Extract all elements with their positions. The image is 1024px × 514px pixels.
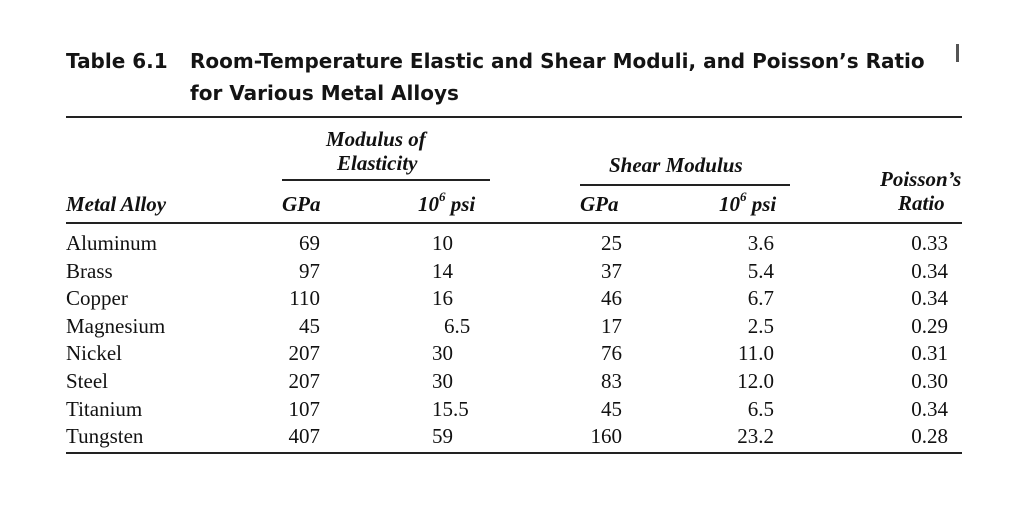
psi-base: 10 (418, 192, 439, 216)
cell-shear-psi: 11.0 (738, 341, 774, 366)
psi-base: 10 (719, 192, 740, 216)
table-title-line-2: for Various Metal Alloys (190, 81, 459, 105)
cell-elasticity-gpa: 45 (299, 313, 320, 338)
header-shear-modulus: Shear Modulus (609, 153, 743, 177)
cell-elasticity-psi: 15.5 (432, 396, 469, 421)
cell-poisson-ratio: 0.34 (911, 396, 948, 421)
psi-exponent: 6 (740, 189, 747, 204)
header-modulus-elasticity-line-1: Modulus of (326, 127, 426, 151)
cell-elasticity-psi: 59 (432, 424, 453, 449)
cell-metal-alloy: Brass (66, 258, 113, 283)
cell-elasticity-gpa: 97 (299, 258, 320, 283)
header-shear-psi (719, 189, 777, 216)
cell-poisson-ratio: 0.34 (911, 258, 948, 283)
cell-shear-psi: 3.6 (747, 231, 774, 255)
cell-elasticity-gpa: 407 (288, 424, 320, 449)
cell-poisson-ratio: 0.29 (911, 313, 948, 338)
cell-poisson-ratio: 0.34 (911, 286, 948, 311)
cell-shear-psi: 6.5 (747, 396, 774, 421)
cell-elasticity-gpa: 110 (289, 286, 320, 311)
cell-shear-gpa: 160 (590, 424, 622, 449)
header-metal-alloy: Metal Alloy (66, 192, 167, 216)
cell-elasticity-gpa: 207 (288, 341, 320, 366)
header-poisson-line-1: Poisson’s (880, 167, 962, 191)
table-bottom-rule (66, 452, 962, 454)
cell-metal-alloy: Tungsten (66, 424, 144, 449)
cell-poisson-ratio: 0.28 (911, 424, 948, 449)
cell-shear-gpa: 37 (601, 258, 622, 283)
cell-elasticity-gpa: 69 (299, 231, 320, 255)
cell-elasticity-psi: 30 (432, 369, 453, 393)
header-shear-underline (580, 184, 790, 186)
cell-elasticity-gpa: 207 (288, 369, 320, 393)
cell-shear-psi: 6.7 (747, 286, 774, 311)
cell-elasticity-psi: 6.5 (444, 313, 471, 338)
table-header-rule (66, 222, 962, 224)
table-number: Table 6.1 (66, 49, 168, 73)
cell-poisson-ratio: 0.30 (911, 369, 948, 393)
edge-mark (956, 44, 959, 62)
header-elasticity-gpa: GPa (282, 192, 321, 216)
cell-shear-psi: 12.0 (737, 369, 774, 393)
psi-exponent: 6 (439, 189, 446, 204)
header-elasticity-psi (418, 189, 476, 216)
cell-shear-gpa: 76 (601, 341, 622, 366)
cell-metal-alloy: Magnesium (66, 313, 166, 338)
header-modulus-elasticity-line-2: Elasticity (337, 151, 418, 175)
cell-elasticity-psi: 10 (432, 231, 453, 255)
cell-shear-gpa: 83 (601, 369, 622, 393)
cell-metal-alloy: Steel (66, 369, 108, 393)
cell-metal-alloy: Titanium (66, 396, 143, 421)
cell-metal-alloy: Aluminum (66, 231, 158, 255)
cell-shear-gpa: 46 (601, 286, 622, 311)
cell-poisson-ratio: 0.31 (911, 341, 948, 366)
cell-elasticity-psi: 30 (432, 341, 453, 366)
cell-poisson-ratio: 0.33 (911, 231, 948, 255)
cell-shear-gpa: 17 (601, 313, 622, 338)
table-top-rule (66, 116, 962, 118)
table-title-line-1: Room-Temperature Elastic and Shear Moduli, and Poisson’s Ratio (190, 49, 925, 73)
psi-unit: psi (445, 192, 476, 216)
header-poisson-line-2: Ratio (898, 191, 945, 215)
cell-elasticity-psi: 16 (432, 286, 453, 311)
cell-shear-psi: 2.5 (747, 313, 774, 338)
cell-shear-psi: 23.2 (737, 424, 774, 449)
psi-unit: psi (746, 192, 777, 216)
cell-metal-alloy: Nickel (66, 341, 122, 366)
cell-shear-gpa: 45 (601, 396, 622, 421)
header-elasticity-underline (282, 179, 490, 181)
cell-elasticity-gpa: 107 (288, 396, 320, 421)
cell-shear-psi: 5.4 (747, 258, 774, 283)
cell-metal-alloy: Copper (66, 286, 128, 311)
cell-elasticity-psi: 14 (432, 258, 453, 283)
header-shear-gpa: GPa (580, 192, 619, 216)
header-poisson-clip (850, 166, 962, 226)
cell-shear-gpa: 25 (601, 231, 622, 255)
